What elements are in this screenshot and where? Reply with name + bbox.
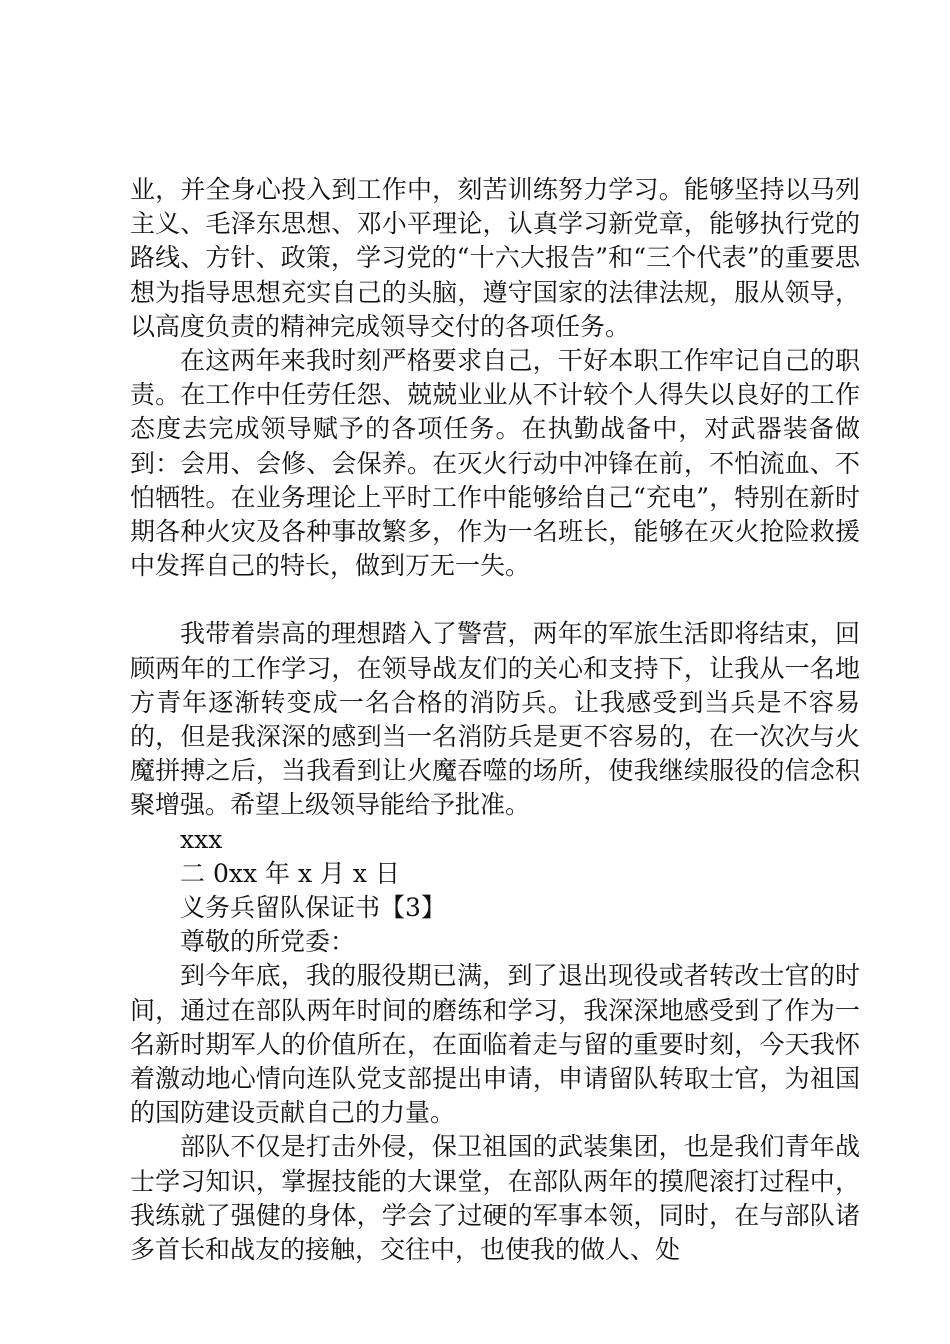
- document-page: [130, 173, 860, 1267]
- signature-name: xxx: [180, 824, 223, 854]
- paragraph-3: 我带着崇高的理想踏入了警营，两年的军旅生活即将结束，回顾两年的工作学习，在领导战友们的关心和支持下，让我从一名地方青年逐渐转变成一名合格的消防兵。让我感受到当兵是不容易的，但是我深深的感到当一名消防兵是更不容易的，在一次次与火魔拼搏之后，当我看到让火魔吞噬的场所，使我继续服役的信念积聚增强。希望上级领导能给予批准。: [130, 619, 860, 820]
- paragraph-4: 到今年底，我的服役期已满，到了退出现役或者转改士官的时间，通过在部队两年时间的磨练和学习，我深深地感受到了作为一名新时期军人的价值所在，在面临着走与留的重要时刻，今天我怀着激动地心情向连队党支部提出申请，申请留队转取士官，为祖国的国防建设贡献自己的力量。: [130, 961, 860, 1128]
- salutation: 尊敬的所党委：: [180, 927, 356, 957]
- signature-date: 二 0xx 年 x 月 x 日: [180, 858, 400, 888]
- section-title: 义务兵留队保证书【3】: [180, 893, 446, 923]
- paragraph-5: 部队不仅是打击外侵，保卫祖国的武装集团，也是我们青年战士学习知识，掌握技能的大课堂，在部队两年的摸爬滚打过程中，我练就了强健的身体，学会了过硬的军事本领，同时，在与部队诸多首长和战友的接触，交往中，也使我的做人、处: [130, 1132, 860, 1265]
- paragraph-1: 业，并全身心投入到工作中，刻苦训练努力学习。能够坚持以马列主义、毛泽东思想、邓小平理论，认真学习新党章，能够执行党的路线、方针、政策，学习党的“十六大报告”和“三个代表”的重要思想为指导思想充实自己的头脑，遵守国家的法律法规，服从领导，以高度负责的精神完成领导交付的各项任务。: [130, 175, 860, 341]
- paragraph-2: 在这两年来我时刻严格要求自己，干好本职工作牢记自己的职责。在工作中任劳任怨、兢兢业业从不计较个人得失以良好的工作态度去完成领导赋予的各项任务。在执勤战备中，对武器装备做到：会用、会修、会保养。在灭火行动中冲锋在前，不怕流血、不怕牺牲。在业务理论上平时工作中能够给自己“充电”，特别在新时期各种火灾及各种事故繁多，作为一名班长，能够在灭火抢险救援中发挥自己的特长，做到万无一失。: [130, 346, 860, 581]
